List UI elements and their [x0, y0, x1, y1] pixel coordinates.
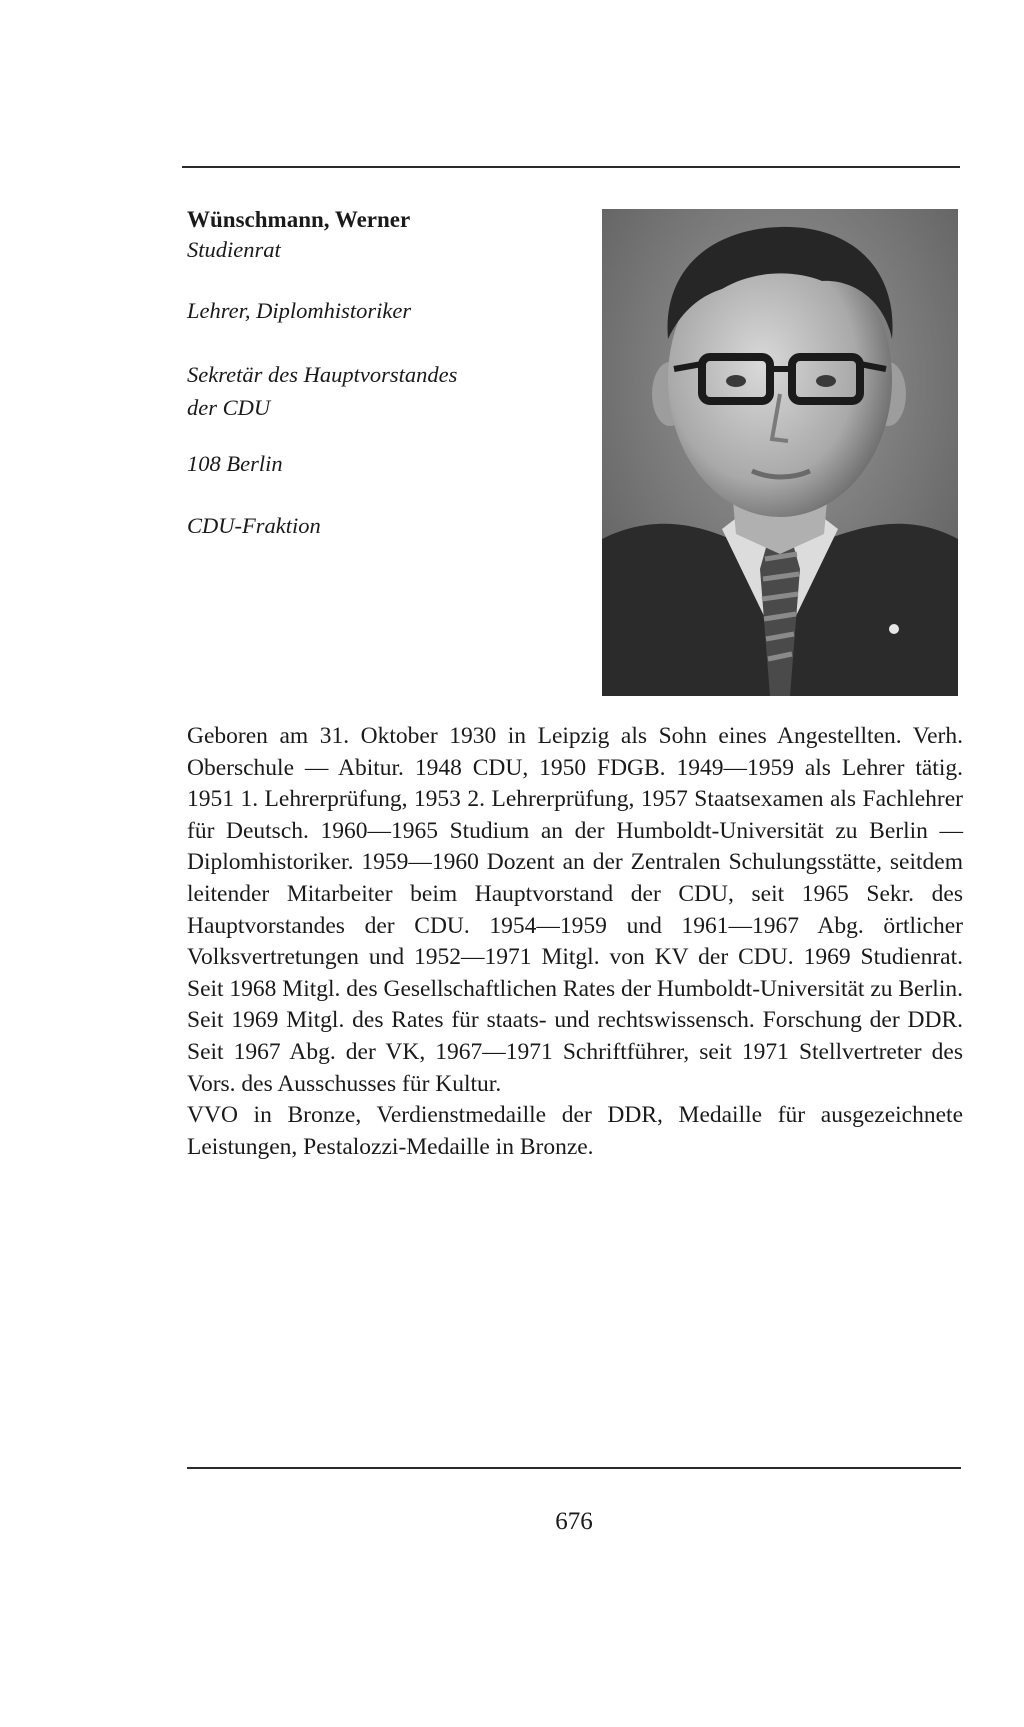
person-fraction: CDU-Fraktion	[187, 513, 321, 538]
person-function	[187, 358, 457, 424]
page-number: 676	[555, 1508, 593, 1535]
person-name: Wünschmann, Werner	[187, 207, 411, 232]
portrait-illustration	[602, 209, 958, 696]
person-profession: Lehrer, Diplomhistoriker	[187, 298, 412, 323]
person-title: Studienrat	[187, 237, 281, 262]
portrait-photo	[602, 209, 958, 696]
top-rule	[182, 166, 960, 168]
biography-awards: VVO in Bronze, Verdienstmedaille der DDR, Medaille für ausgezeichnete Leistungen, Pestalozzi-Medaille in Bronze.	[187, 1102, 963, 1160]
biography-text: Geboren am 31. Oktober 1930 in Leipzig als Sohn eines Angestellten. Verh. Oberschule — Abitur. 1948 CDU, 1950 FDGB. 1949—1959 als Lehrer tätig. 1951 1. Lehrerprüfung, 1953 2. Lehrerprüfung, 1957 Staatsexamen als Fachlehrer für Deutsch. 1960—1965 Studium an der Humboldt-Universität zu Berlin — Diplomhistoriker. 1959—1960 Dozent an der Zentralen Schulungsstätte, seitdem leitender Mitarbeiter beim Hauptvorstand der CDU, seit 1965 Sekr. des Hauptvorstandes der CDU. 1954—1959 und 1961—1967 Abg. örtlicher Volksvertretungen und 1952—1971 Mitgl. von KV der CDU. 1969 Studienrat. Seit 1968 Mitgl. des Gesellschaftlichen Rates der Humboldt-Universität zu Berlin. Seit 1969 Mitgl. des Rates für staats- und rechtswissensch. Forschung der DDR. Seit 1967 Abg. der VK, 1967—1971 Schriftführer, seit 1971 Stellvertreter des Vors. des Ausschusses für Kultur.	[187, 723, 963, 1097]
person-address: 108 Berlin	[187, 451, 283, 476]
person-function-line-1: Sekretär des Hauptvorstandes	[187, 362, 458, 387]
bottom-rule	[187, 1467, 961, 1469]
person-function-line-2: der CDU	[187, 395, 271, 420]
biography	[187, 721, 963, 1163]
